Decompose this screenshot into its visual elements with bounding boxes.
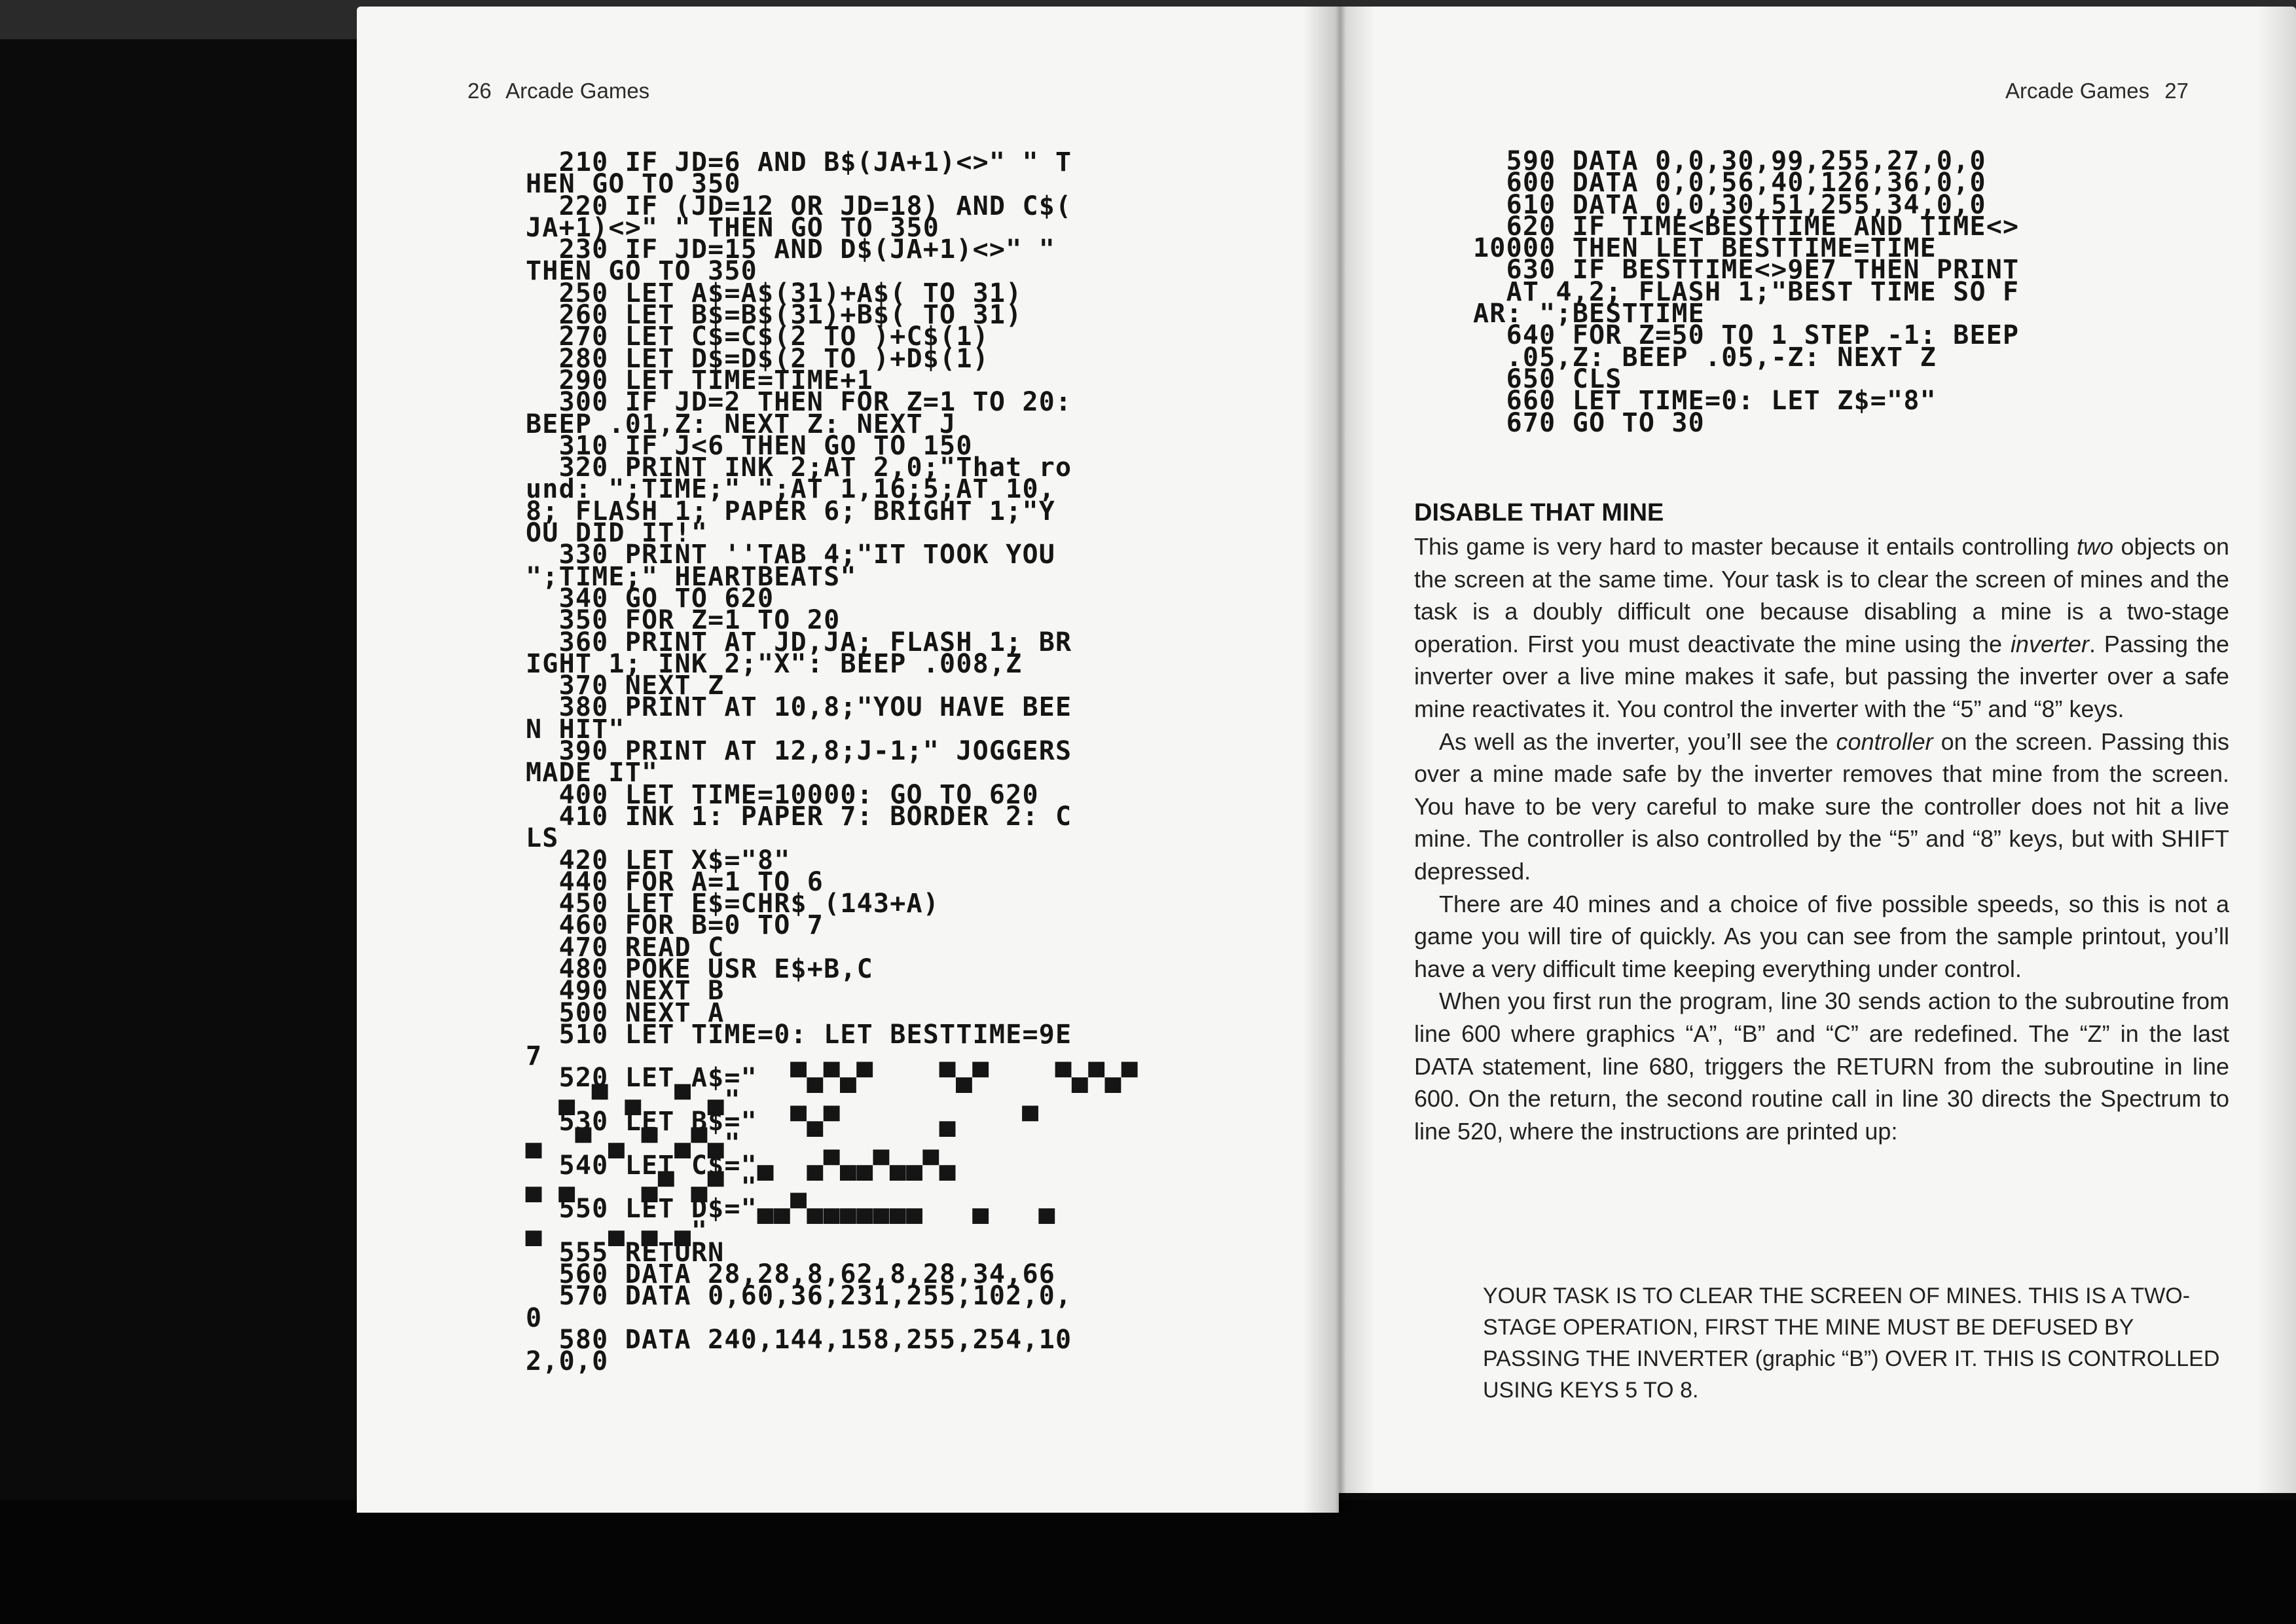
left-line: 500 NEXT A bbox=[526, 997, 725, 1028]
left-line: 560 DATA 28,28,8,62,8,28,34,66 bbox=[526, 1259, 1056, 1290]
instructions-quote: YOUR TASK IS TO CLEAR THE SCREEN OF MINES. THIS IS A TWO-STAGE OPERATION, FIRST THE MINE MUST BE DEFUSED BY PASSING THE INVERTER (graphic “B”) OVER IT. THIS IS CONTROLLED USING KEYS 5 TO 8. bbox=[1483, 1283, 2220, 1403]
scan-background-bottom bbox=[0, 1500, 2296, 1624]
right-line: 10000 THEN LET BESTTIME=TIME bbox=[1473, 233, 1937, 264]
left-line: 380 PRINT AT 10,8;"YOU HAVE BEE bbox=[526, 692, 1072, 723]
right-page bbox=[1336, 7, 2296, 1493]
right-line: 660 LET TIME=0: LET Z$="8" bbox=[1473, 386, 1937, 416]
left-line: 220 IF (JD=12 OR JD=18) AND C$( bbox=[526, 191, 1072, 221]
right-page-number: 27 bbox=[2164, 79, 2189, 103]
book-gutter-shadow bbox=[1303, 7, 1375, 1513]
left-line: 300 IF JD=2 THEN FOR Z=1 TO 20: bbox=[526, 387, 1072, 418]
right-running-head-title: Arcade Games bbox=[2005, 79, 2150, 103]
paragraph-3: There are 40 mines and a choice of five possible speeds, so this is not a game you will tire of quickly. As you can see from the sample printout, you’ll have a very difficult time keeping everything under control. bbox=[1414, 890, 2229, 982]
paragraph-1: This game is very hard to master because it entails controlling two objects on the screen at the same time. Your task is to clear the screen of mines and the task is a doubly difficult one because disabling a mine is a two-stage operation. First you must deactivate the mine using the inverter. Passing the inverter over a live mine makes it safe, but passing the inverter over a safe mine reactivates it. You control the inverter with the “5” and “8” keys. bbox=[1414, 533, 2229, 722]
left-line: 470 READ C bbox=[526, 932, 725, 963]
left-line: BEEP .01,Z: NEXT Z: NEXT J bbox=[526, 409, 957, 439]
paragraph-2: As well as the inverter, you’ll see the controller on the screen. Passing this over a mine made safe by the inverter removes that mine from the screen. You have to be very careful to make sure the controller does not hit a live mine. The controller is also controlled by the “5” and “8” keys, but with SHIFT depressed. bbox=[1414, 728, 2230, 885]
body-text bbox=[1414, 530, 2229, 1147]
left-line: 250 LET A$=A$(31)+A$( TO 31) bbox=[526, 278, 1023, 308]
right-line: 600 DATA 0,0,56,40,126,36,0,0 bbox=[1473, 168, 1986, 198]
left-line: 230 IF JD=15 AND D$(JA+1)<>" " bbox=[526, 234, 1056, 265]
right-line: .05,Z: BEEP .05,-Z: NEXT Z bbox=[1473, 342, 1937, 373]
left-line: 540 LET C$="▄ ▄▀▄▄▀▄▄▀▄ bbox=[526, 1150, 957, 1181]
left-line: 530 LET B$=" ▀▄▀ ▄ ▀ bbox=[526, 1107, 1039, 1137]
left-line: OU DID IT!" bbox=[526, 518, 708, 549]
left-line: 420 LET X$="8" bbox=[526, 845, 791, 876]
left-running-head bbox=[458, 79, 649, 103]
left-line: IGHT 1; INK 2;"Ẋ": BEEP .008,Z bbox=[526, 648, 1023, 679]
left-line: 400 LET TIME=10000: GO TO 620 bbox=[526, 779, 1039, 810]
left-line: 7 bbox=[526, 1041, 543, 1072]
left-line: 340 GO TO 620 bbox=[526, 583, 774, 614]
left-line: ▄ ▄ ▄▀ ▄▀ " bbox=[526, 1172, 757, 1202]
left-line: 570 DATA 0,60,36,231,255,102,0, bbox=[526, 1281, 1072, 1312]
left-line: 2,0,0 bbox=[526, 1346, 609, 1377]
left-line: 550 LET D$="▄▄▀▄▄▄▄▄▄▄ ▄ ▄ bbox=[526, 1194, 1056, 1225]
right-line: AT 4,2; FLASH 1;"BEST TIME SO F bbox=[1473, 276, 2020, 307]
left-line: MADE IT" bbox=[526, 758, 659, 788]
left-line: 280 LET D$=D$(2 TO )+D$(1) bbox=[526, 343, 989, 374]
left-line: 0 bbox=[526, 1302, 543, 1333]
right-line: 610 DATA 0,0,30,51,255,34,0,0 bbox=[1473, 189, 1986, 220]
left-line: 410 INK 1: PAPER 7: BORDER 2: C bbox=[526, 801, 1072, 832]
right-line: 620 IF TIME<BESTTIME AND TIME<> bbox=[1473, 211, 2020, 242]
section-heading: DISABLE THAT MINE bbox=[1414, 499, 1664, 526]
left-line: N HIT" bbox=[526, 714, 625, 745]
right-line: 640 FOR Z=50 TO 1 STEP -1: BEEP bbox=[1473, 320, 2020, 351]
left-page bbox=[357, 7, 1339, 1513]
left-running-head-title: Arcade Games bbox=[505, 79, 650, 103]
right-line: 630 IF BESTTIME<>9E7 THEN PRINT bbox=[1473, 255, 2020, 286]
left-line: ▄ ▀ ▄ ▀ ▄" bbox=[526, 1084, 741, 1115]
right-line: 590 DATA 0,0,30,99,255,27,0,0 bbox=[1473, 146, 1986, 176]
left-line: 290 LET TIME=TIME+1 bbox=[526, 365, 873, 396]
right-line: 650 CLS bbox=[1473, 363, 1622, 394]
left-line: 310 IF J<6 THEN GO TO 150 bbox=[526, 430, 973, 461]
left-line: 510 LET TIME=0: LET BESTTIME=9E bbox=[526, 1019, 1072, 1050]
left-line: 330 PRINT ''TAB 4;"IT TOOK YOU bbox=[526, 540, 1056, 570]
left-line: 490 NEXT B bbox=[526, 976, 725, 1006]
left-line: HEN GO TO 350 bbox=[526, 169, 741, 200]
left-line: 370 NEXT Z bbox=[526, 671, 725, 701]
left-program-listing bbox=[526, 147, 1139, 1377]
left-line: THEN GO TO 350 bbox=[526, 256, 757, 287]
left-line: 460 FOR B=0 TO 7 bbox=[526, 910, 824, 941]
left-line: und: ";TIME;" ";AT 1,16;5;AT 10, bbox=[526, 474, 1056, 505]
left-line: ▄ ▀ ▄ ▀ ▄▀▄" bbox=[526, 1128, 741, 1159]
left-line: 360 PRINT AT JD,JA; FLASH 1; BR bbox=[526, 627, 1072, 657]
page-edge-shadow bbox=[2257, 7, 2296, 1493]
paragraph-4: When you first run the program, line 30 sends action to the subroutine from line 600 where graphics “A”, “B” and “C” are redefined. The “Z” in the last DATA statement, line 680, triggers the RETURN from the subroutine in line 600. On the return, the second routine call in line 30 directs the Spectrum to line 520, where the instructions are printed up: bbox=[1414, 987, 2229, 1145]
right-program-listing bbox=[1473, 146, 2020, 438]
left-line: 270 LET C$=C$(2 TO )+C$(1) bbox=[526, 322, 989, 352]
left-line: LS bbox=[526, 823, 559, 854]
right-line: AR: ";BESTTIME bbox=[1473, 299, 1705, 329]
left-line: ";TIME;" HEARTBEATS" bbox=[526, 561, 857, 592]
left-line: 450 LET E$=CHR$ (143+A) bbox=[526, 889, 940, 919]
left-line: 580 DATA 240,144,158,255,254,10 bbox=[526, 1325, 1072, 1356]
right-line: 670 GO TO 30 bbox=[1473, 407, 1705, 438]
left-line: 440 FOR A=1 TO 6 bbox=[526, 866, 824, 897]
right-running-head bbox=[2005, 79, 2198, 103]
left-page-number: 26 bbox=[467, 79, 492, 103]
left-line: ▄ ▄ ▄ ▄" bbox=[526, 1215, 708, 1246]
left-line: 390 PRINT AT 12,8;J-1;" JOGGERS bbox=[526, 736, 1072, 767]
left-line: 555 RETURN bbox=[526, 1237, 725, 1268]
left-line: 350 FOR Z=1 TO 20 bbox=[526, 605, 841, 636]
left-line: 260 LET B$=B$(31)+B$( TO 31) bbox=[526, 300, 1023, 331]
left-line: 520 LET A$=" ▀▄▀▄▀ ▀▄▀ ▀▄▀▄▀ bbox=[526, 1063, 1139, 1094]
left-line: 480 POKE USR E$+B,C bbox=[526, 953, 873, 984]
left-line: JA+1)<>" " THEN GO TO 350 bbox=[526, 212, 940, 243]
left-line: 320 PRINT INK 2;AT 2,0;"That ro bbox=[526, 452, 1072, 483]
left-line: 8; FLASH 1; PAPER 6; BRIGHT 1;"Y bbox=[526, 496, 1056, 526]
left-line: 210 IF JD=6 AND B$(JA+1)<>" " T bbox=[526, 147, 1072, 177]
